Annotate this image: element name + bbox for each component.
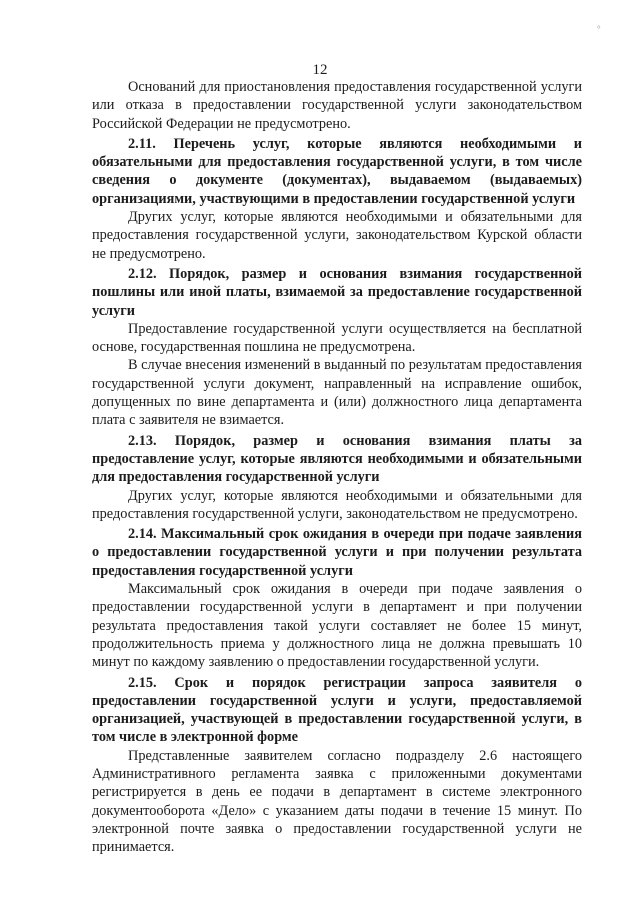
scan-corner-mark: ° — [597, 24, 601, 34]
paragraph-max-waiting-time: Максимальный срок ожидания в очереди при подаче заявления о предоставлении государственной услуги в департамент и при получении результата предоставления такой услуги составляет не более 15 минут, продолжительность приема у должностного лица не должна превышать 10 минут по каждому заявлению о предоставлении государственной услуги. — [92, 581, 582, 671]
paragraph-no-grounds: Оснований для приостановления предоставления государственной услуги или отказа в предоставлении государственной услуги законодательством Российской Федерации не предусмотрено. — [92, 79, 582, 132]
heading-2-14: 2.14. Максимальный срок ожидания в очереди при подаче заявления о предоставлении государственной услуги и при получении результата предоставления государственной услуги — [92, 526, 582, 579]
paragraph-no-other-services-2: Других услуг, которые являются необходимыми и обязательными для предоставления государственной услуги, законодательством не предусмотрено. — [92, 487, 582, 522]
paragraph-no-other-services: Других услуг, которые являются необходимыми и обязательными для предоставления государственной услуги, законодательством Курской области не предусмотрено. — [92, 209, 582, 262]
paragraph-free-of-charge: Предоставление государственной услуги осуществляется на бесплатной основе, государственная пошлина не предусмотрена. — [92, 320, 582, 356]
paragraph-error-correction: В случае внесения изменений в выданный по результатам предоставления государственной услуги документ, направленный на исправление ошибок, допущенных по вине департамента и (или) должностного лица департамента плата с заявителя не взимается. — [92, 357, 582, 429]
page-number: 12 — [312, 62, 328, 78]
heading-2-12: 2.12. Порядок, размер и основания взимания государственной пошлины или иной платы, взимаемой за предоставление государственной услуги — [92, 265, 582, 319]
document-body — [92, 78, 582, 856]
heading-2-11: 2.11. Перечень услуг, которые являются необходимыми и обязательными для предоставления государственной услуги, в том числе сведения о документе (документах), выдаваемом (выдаваемых) организациями, участвующими в предоставлении государственной услуги — [92, 135, 582, 207]
paragraph-registration: Представленные заявителем согласно подразделу 2.6 настоящего Административного регламента заявка с приложенными документами регистрируется в день ее подачи в департамент в системе электронного документооборота «Дело» с указанием даты подачи в течение 15 минут. По электронной почте заявка о предоставлении государственной услуги не принимается. — [92, 747, 582, 856]
heading-2-13: 2.13. Порядок, размер и основания взимания платы за предоставление услуг, которые являются необходимыми и обязательными для предоставления государственной услуги — [92, 432, 582, 486]
heading-2-15: 2.15. Срок и порядок регистрации запроса заявителя о предоставлении государственной услуги и услуги, предоставляемой организацией, участвующей в предоставлении государственной услуги, в том числе в электронной форме — [92, 674, 582, 746]
